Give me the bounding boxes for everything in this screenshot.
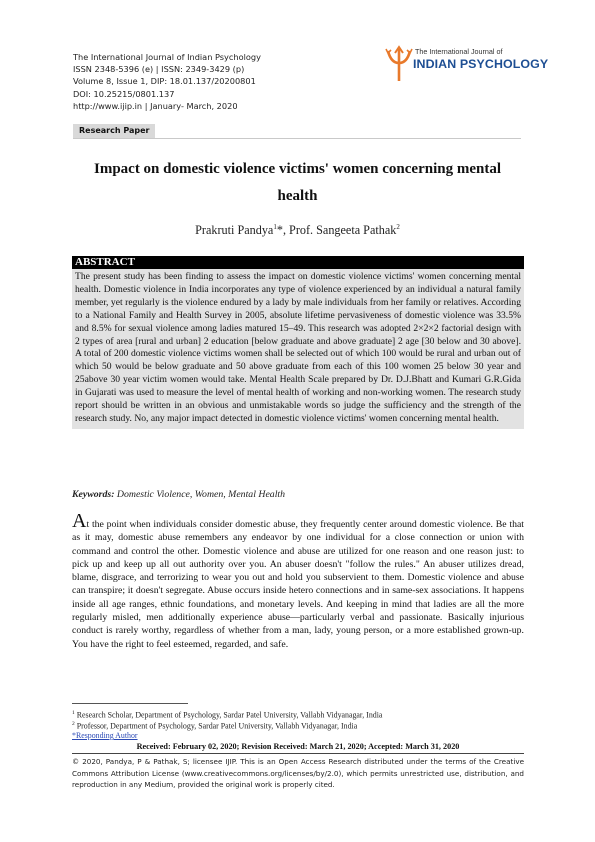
author-line [90, 223, 505, 238]
doi-line: DOI: 10.25215/0801.137 [73, 88, 175, 99]
author-separator: *, [276, 223, 290, 238]
logo-main-text: INDIAN PSYCHOLOGY [413, 57, 549, 71]
footnote-2-text: Professor, Department of Psychology, Sardar Patel University, Vallabh Vidyanagar, India [76, 721, 358, 731]
author-2-mark: 2 [396, 223, 400, 231]
body-text: t the point when individuals consider domestic abuse, they frequently center around domestic violence. Be that as it may, domestic abuse remembers any endeavor by one individual for a close connection or union with command and control the other. Domestic violence and abuse are utilized for one reason and one reason just: to pick up and keep up all out authority over you. An abuser doesn't "follow the rules." An abuser utilizes dread, blame, disgrace, and terrorizing to wear you out and hold you subservient to them. Domestic violence and abuse can transpire; it doesn't segregate. Abuse occurs inside hetero connections and in same-sex associations. It happens inside all age ranges, ethnic foundations, and monetary levels. And keeping in mind that ladies are all the more regularly misled, men additionally experience abuse—particularly verbal and passionate. Basically injurious conduct is rarely worthy, regardless of whether from a man, lady, young person, or a more established grown-up. You have the right to feel esteemed, regarded, and safe. [72, 519, 524, 650]
footnote-divider [72, 703, 188, 704]
journal-logo [384, 45, 549, 85]
license-text: © 2020, Pandya, P & Pathak, S; licensee IJIP. This is an Open Access Research distributed under the terms of the Creative Commons Attribution License (www.creativecommons.org/licenses/by/2.0), which permits unrestricted use, distribution, and reproduction in any Medium, provided the original work is properly cited. [72, 757, 524, 790]
article-type-tag: Research Paper [73, 124, 155, 138]
footnote-2 [72, 720, 524, 731]
article-type-bar [73, 124, 521, 139]
drop-cap: A [72, 510, 87, 532]
issn-line: ISSN 2348-5396 (e) | ISSN: 2349-3429 (p) [73, 64, 245, 75]
paper-title: Impact on domestic violence victims' women concerning mental health [93, 161, 502, 204]
keywords [72, 489, 524, 500]
keywords-text: Domestic Violence, Women, Mental Health [116, 489, 286, 500]
abstract-text: The present study has been finding to assess the impact on domestic violence victims' women concerning mental health. Domestic violence in India incorporates any type of violence experienced by an individual a natural family member, yet regularly is the violence endured by a lady by male individuals from her family or relatives. According to a National Family and Health Survey in 2005, absolute lifetime pervasiveness of domestic violence was 33.5% and 8.5% for sexual violence among ladies matured 15–49. This research was adopted 2×2×2 factorial design with 2 types of area [rural and urban] 2 education [below graduate and above graduate] 2 age [30 below and 30 above]. A total of 200 domestic violence victims women shall be selected out of which 100 would be rural and urban out of which 50 would be below graduate and 50 above graduate from each of this 100 women 25 below 30 year and 25above 30 year victim women would take. Mental Health Scale prepared by Dr. D.J.Bhatt and Kumari G.R.Gida in Gujarati was used to measure the level of mental health of working and non-working women. The research study report should be written in an obvious and unmistakable words so judge the sufficiency and the strength of the research study. No, any major impact detected in domestic violence victims' women concerning mental health. [72, 269, 524, 429]
abstract-heading: ABSTRACT [72, 256, 524, 269]
footnote-1 [72, 709, 524, 720]
author-1: Prakruti Pandya [195, 223, 274, 238]
keywords-label: Keywords: [72, 489, 115, 500]
journal-name: The International Journal of Indian Psychology [73, 52, 261, 62]
author-1-mark: 1 [273, 223, 277, 231]
license-divider [72, 753, 524, 754]
website-line: http://www.ijip.in | January- March, 2020 [73, 100, 238, 111]
footnote-2-mark: 2 [72, 721, 75, 727]
journal-header [73, 51, 323, 112]
volume-line: Volume 8, Issue 1, DIP: 18.01.137/20200801 [73, 76, 256, 87]
received-dates: Received: February 02, 2020; Revision Received: March 21, 2020; Accepted: March 31, 2020 [136, 742, 460, 751]
body-paragraph [72, 510, 524, 651]
logo-top-text: The International Journal of [415, 47, 503, 56]
footnote-1-text: Research Scholar, Department of Psychology, Sardar Patel University, Vallabh Vidyanagar, India [76, 710, 383, 720]
footnote-1-mark: 1 [72, 710, 75, 716]
responding-author-link[interactable]: *Responding Author [72, 731, 138, 740]
trident-logo-icon [384, 45, 414, 85]
responding-author [72, 731, 524, 741]
author-2: Prof. Sangeeta Pathak [289, 223, 397, 238]
